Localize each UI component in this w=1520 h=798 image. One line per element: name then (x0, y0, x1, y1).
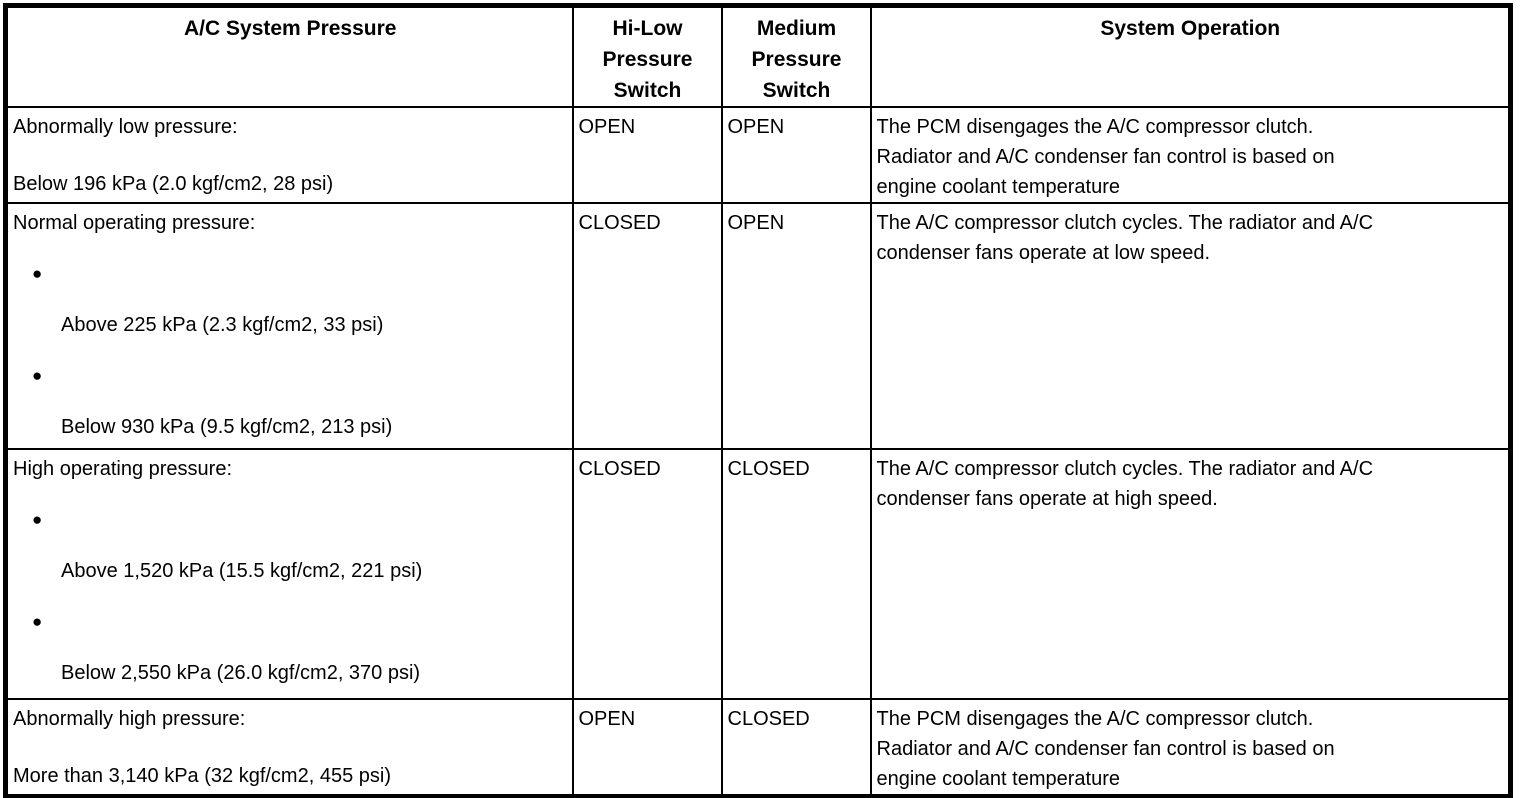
table-row (6, 699, 1511, 797)
table-row (6, 107, 1511, 203)
table-row (6, 203, 1511, 449)
medium-switch-state: CLOSED (727, 708, 810, 730)
hi-low-switch-state: CLOSED (578, 212, 661, 234)
operation-line: engine coolant temperature (876, 768, 1120, 790)
operation-line: Radiator and A/C condenser fan control is based on (876, 738, 1335, 760)
operation-cell (871, 107, 1511, 203)
bullet-icon: ● (32, 264, 43, 283)
pressure-detail: Below 196 kPa (2.0 kgf/cm2, 28 psi) (13, 173, 334, 195)
hi-low-switch-cell (573, 203, 722, 449)
hi-low-switch-state: OPEN (578, 708, 636, 730)
pressure-bullet-item: Below 930 kPa (9.5 kgf/cm2, 213 psi) (61, 416, 393, 438)
pressure-bullet-item: Below 2,550 kPa (26.0 kgf/cm2, 370 psi) (61, 662, 421, 684)
operation-cell (871, 699, 1511, 797)
pressure-title: Normal operating pressure: (13, 212, 256, 234)
medium-switch-cell (722, 203, 871, 449)
ac-pressure-switch-table (3, 3, 1513, 798)
pressure-cell (6, 699, 573, 797)
medium-switch-state: CLOSED (727, 458, 810, 480)
hi-low-switch-cell (573, 699, 722, 797)
medium-switch-cell (722, 699, 871, 797)
operation-cell (871, 203, 1511, 449)
pressure-detail: More than 3,140 kPa (32 kgf/cm2, 455 psi) (13, 765, 391, 787)
operation-line: The PCM disengages the A/C compressor clutch. (876, 708, 1314, 730)
header-medium-pressure-switch: Medium Pressure Switch (722, 6, 871, 108)
hi-low-switch-state: CLOSED (578, 458, 661, 480)
operation-line: The A/C compressor clutch cycles. The radiator and A/C (876, 212, 1374, 234)
pressure-cell (6, 203, 573, 449)
operation-line: condenser fans operate at low speed. (876, 242, 1211, 264)
pressure-cell (6, 107, 573, 203)
operation-cell (871, 449, 1511, 699)
hi-low-switch-state: OPEN (578, 116, 636, 138)
operation-line: condenser fans operate at high speed. (876, 488, 1218, 510)
bullet-icon: ● (32, 366, 43, 385)
bullet-icon: ● (32, 510, 43, 529)
medium-switch-cell (722, 107, 871, 203)
pressure-title: High operating pressure: (13, 458, 233, 480)
header-hi-low-pressure-switch: Hi-Low Pressure Switch (573, 6, 722, 108)
header-row (6, 6, 1511, 108)
medium-switch-state: OPEN (727, 116, 785, 138)
bullet-icon: ● (32, 612, 43, 631)
medium-switch-cell (722, 449, 871, 699)
pressure-title: Abnormally high pressure: (13, 708, 246, 730)
operation-line: The PCM disengages the A/C compressor clutch. (876, 116, 1314, 138)
header-ac-system-pressure: A/C System Pressure (6, 6, 573, 108)
medium-switch-state: OPEN (727, 212, 785, 234)
table-row (6, 449, 1511, 699)
header-system-operation: System Operation (871, 6, 1511, 108)
hi-low-switch-cell (573, 107, 722, 203)
pressure-cell (6, 449, 573, 699)
pressure-title: Abnormally low pressure: (13, 116, 238, 138)
operation-line: The A/C compressor clutch cycles. The radiator and A/C (876, 458, 1374, 480)
pressure-bullet-item: Above 225 kPa (2.3 kgf/cm2, 33 psi) (61, 314, 384, 336)
operation-line: Radiator and A/C condenser fan control is based on (876, 146, 1335, 168)
pressure-bullet-item: Above 1,520 kPa (15.5 kgf/cm2, 221 psi) (61, 560, 423, 582)
hi-low-switch-cell (573, 449, 722, 699)
operation-line: engine coolant temperature (876, 176, 1120, 198)
